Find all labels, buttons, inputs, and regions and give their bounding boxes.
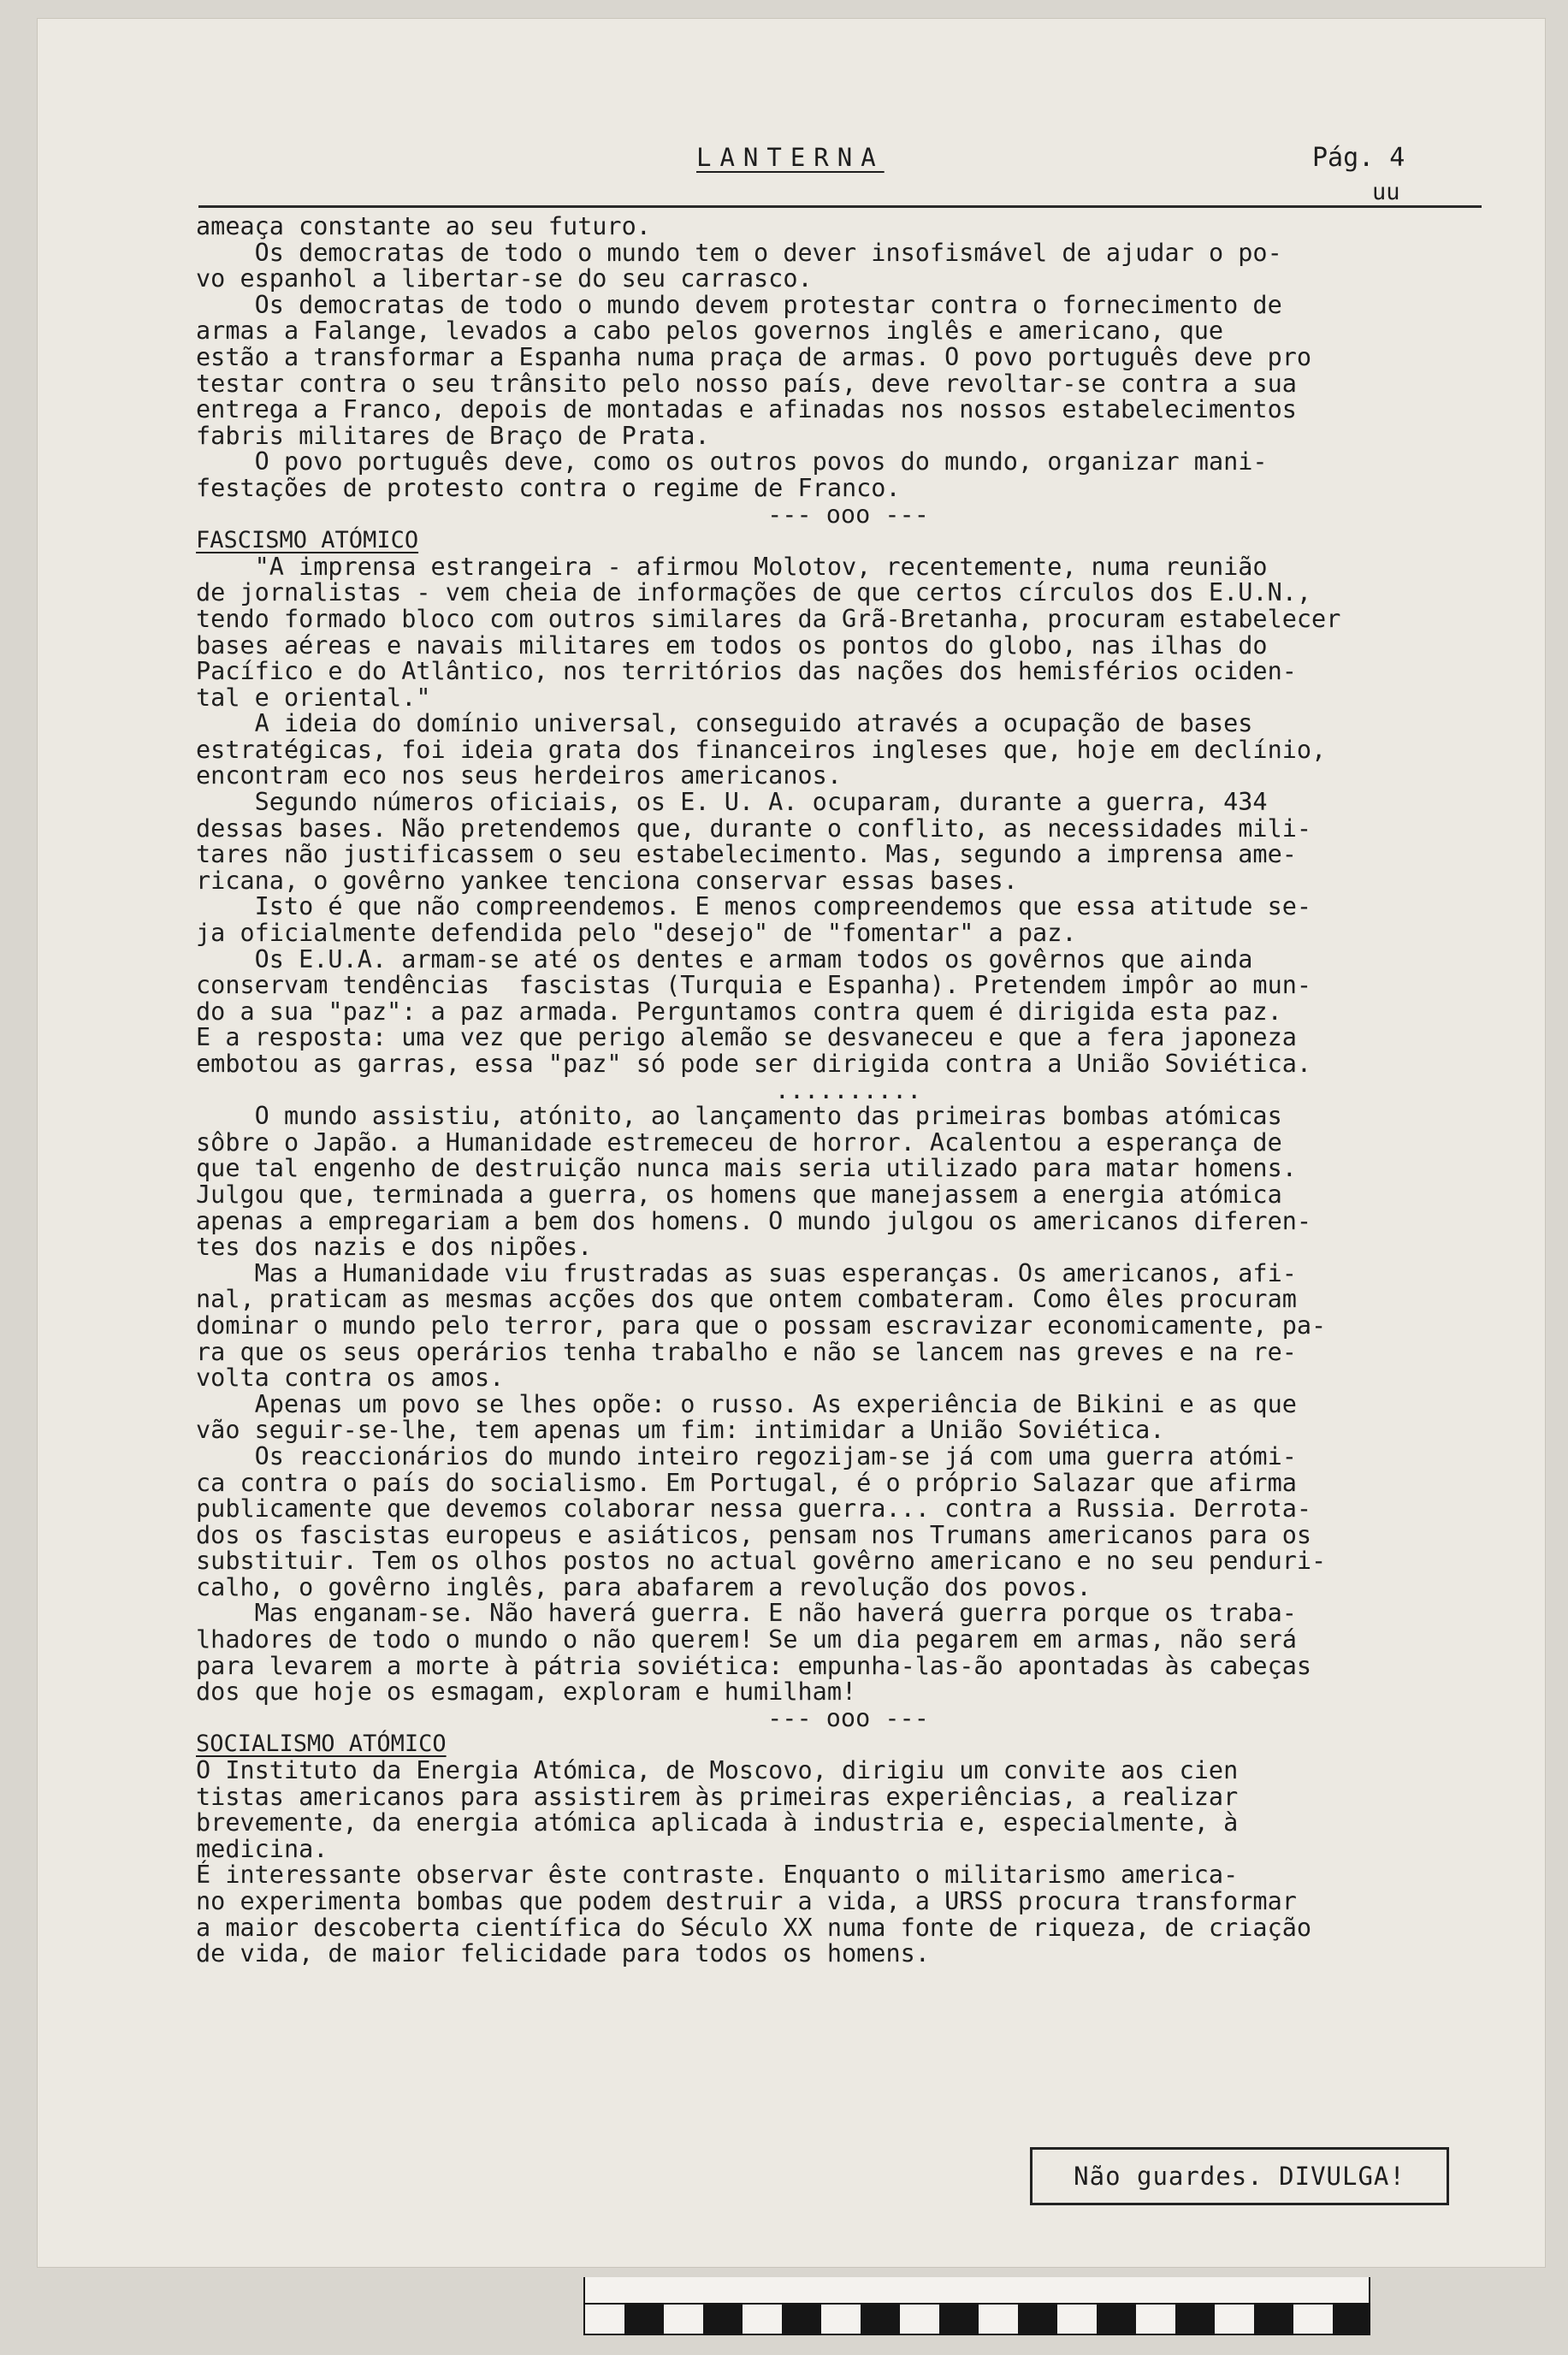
text-line: Mas enganam-se. Não haverá guerra. E não haverá guerra porque os traba-	[196, 1599, 1297, 1628]
text-line: festações de protesto contra o regime de Franco.	[196, 473, 901, 502]
text-line: medicina.	[196, 1834, 328, 1863]
text-line: tares não justificassem o seu estabelecimento. Mas, segundo a imprensa ame-	[196, 840, 1297, 869]
text-line: embotou as garras, essa "paz" só pode ser dirigida contra a União Soviética.	[196, 1050, 1312, 1078]
scale-ruler	[583, 2277, 1370, 2335]
text-line: de jornalistas - vem cheia de informações de que certos círculos dos E.U.N.,	[196, 578, 1312, 607]
text-line: de vida, de maior felicidade para todos os homens.	[196, 1939, 930, 1968]
text-line: ameaça constante ao seu futuro.	[196, 212, 651, 240]
text-line: tendo formado bloco com outros similares da Grã-Bretanha, procuram estabelecer	[196, 604, 1341, 633]
ruler-number-strip	[585, 2277, 1369, 2305]
text-line: Os reaccionários do mundo inteiro regozijam-se já com uma guerra atómi-	[196, 1441, 1297, 1470]
text-line: vo espanhol a libertar-se do seu carrasco.	[196, 264, 813, 293]
text-line: O mundo assistiu, atónito, ao lançamento das primeiras bombas atómicas	[196, 1102, 1282, 1131]
section-separator: --- ooo ---	[767, 500, 929, 529]
text-line: Isto é que não compreendemos. E menos compreendemos que essa atitude se-	[196, 892, 1312, 921]
text-line: conservam tendências fascistas (Turquia e Espanha). Pretendem impôr ao mun-	[196, 971, 1312, 1000]
text-line: ra que os seus operários tenha trabalho e não se lancem nas greves e na re-	[196, 1337, 1297, 1366]
text-line: ca contra o país do socialismo. Em Portugal, é o próprio Salazar que afirma	[196, 1468, 1297, 1497]
divulga-stamp: Não guardes. DIVULGA!	[1030, 2147, 1449, 2205]
text-line: vão seguir-se-lhe, tem apenas um fim: intimidar a União Soviética.	[196, 1416, 1165, 1445]
text-line: E a resposta: uma vez que perigo alemão se desvaneceu e que a fera japoneza	[196, 1023, 1297, 1052]
text-line: substituir. Tem os olhos postos no actual govêrno americano e no seu penduri-	[196, 1547, 1327, 1576]
text-line: tal e oriental."	[196, 683, 431, 712]
text-line: tes dos nazis e dos nipões.	[196, 1233, 593, 1262]
text-line: nal, praticam as mesmas acções dos que ontem combateram. Como êles procuram	[196, 1285, 1297, 1314]
text-line: volta contra os amos.	[196, 1364, 505, 1393]
text-line: É interessante observar êste contraste. Enquanto o militarismo america-	[196, 1861, 1239, 1890]
section-separator: --- ooo ---	[767, 1703, 929, 1732]
text-line: ricana, o govêrno yankee tenciona conservar essas bases.	[196, 866, 1018, 895]
text-line: estão a transformar a Espanha numa praça de armas. O povo português deve pro	[196, 342, 1312, 371]
page-number: Pág. 4	[1312, 143, 1405, 173]
text-line: entrega a Franco, depois de montadas e afinadas nos nossos estabelecimentos	[196, 395, 1297, 424]
text-line: dominar o mundo pelo terror, para que o possam escravizar economicamente, pa-	[196, 1311, 1327, 1340]
text-line: Os E.U.A. armam-se até os dentes e armam todos os govêrnos que ainda	[196, 944, 1253, 973]
text-line: dessas bases. Não pretendemos que, durante o conflito, as necessidades mili-	[196, 814, 1312, 843]
text-line: calho, o govêrno inglês, para abafarem a revolução dos povos.	[196, 1572, 1092, 1601]
text-line: encontram eco nos seus herdeiros americanos.	[196, 761, 842, 790]
text-line: brevemente, da energia atómica aplicada à industria e, especialmente, à	[196, 1808, 1239, 1837]
text-line: lhadores de todo o mundo o não querem! Se um dia pegarem em armas, não será	[196, 1625, 1297, 1654]
text-line: fabris militares de Braço de Prata.	[196, 421, 710, 450]
intro-block	[196, 214, 1500, 1967]
text-line: dos que hoje os esmagam, exploram e humilham!	[196, 1677, 857, 1707]
section-heading-fascismo: FASCISMO ATÓMICO	[196, 527, 419, 554]
text-line: publicamente que devemos colaborar nessa guerra... contra a Russia. Derrota-	[196, 1494, 1312, 1524]
section-heading-socialismo: SOCIALISMO ATÓMICO	[196, 1731, 447, 1758]
text-line: O povo português deve, como os outros povos do mundo, organizar mani-	[196, 447, 1268, 476]
masthead-title: LANTERNA	[696, 143, 885, 172]
text-line: testar contra o seu trânsito pelo nosso país, deve revoltar-se contra a sua	[196, 369, 1297, 398]
text-line: Mas a Humanidade viu frustradas as suas esperanças. Os americanos, afi-	[196, 1258, 1297, 1287]
text-line: "A imprensa estrangeira - afirmou Molotov, recentemente, numa reunião	[196, 552, 1268, 581]
text-line: no experimenta bombas que podem destruir a vida, a URSS procura transformar	[196, 1887, 1297, 1915]
text-line: armas a Falange, levados a cabo pelos governos inglês e americano, que	[196, 317, 1224, 346]
page-header	[38, 143, 1545, 205]
text-line: Apenas um povo se lhes opõe: o russo. As experiência de Bikini e as que	[196, 1389, 1297, 1418]
text-line: para levarem a morte à pátria soviética: empunha-las-ão apontadas às cabeças	[196, 1651, 1312, 1680]
text-line: sôbre o Japão. a Humanidade estremeceu de horror. Acalentou a esperança de	[196, 1127, 1282, 1157]
text-line: Os democratas de todo o mundo devem protestar contra o fornecimento de	[196, 290, 1282, 319]
text-line: A ideia do domínio universal, conseguido através a ocupação de bases	[196, 709, 1253, 738]
text-line: O Instituto da Energia Atómica, de Moscovo, dirigiu um convite aos cien	[196, 1756, 1239, 1785]
text-line: Pacífico e do Atlântico, nos territórios das nações dos hemisférios ociden-	[196, 657, 1297, 686]
text-line: dos os fascistas europeus e asiáticos, pensam nos Trumans americanos para os	[196, 1520, 1312, 1549]
text-line: estratégicas, foi ideia grata dos financeiros ingleses que, hoje em declínio,	[196, 735, 1327, 764]
text-line: apenas a empregariam a bem dos homens. O mundo julgou os americanos diferen-	[196, 1206, 1312, 1235]
text-line: Os democratas de todo o mundo tem o dever insofismável de ajudar o po-	[196, 238, 1282, 267]
text-line: Julgou que, terminada a guerra, os homens que manejassem a energia atómica	[196, 1180, 1282, 1209]
header-rule	[198, 205, 1482, 208]
text-line: bases aéreas e navais militares em todos os pontos do globo, nas ilhas do	[196, 630, 1268, 660]
text-line: tistas americanos para assistirem às primeiras experiências, a realizar	[196, 1782, 1239, 1811]
page-code: uu	[1372, 179, 1400, 205]
text-line: a maior descoberta científica do Século XX numa fonte de riqueza, de criação	[196, 1913, 1312, 1942]
text-line: do a sua "paz": a paz armada. Perguntamos contra quem é dirigida esta paz.	[196, 997, 1282, 1026]
text-line: ja oficialmente defendida pelo "desejo" de "fomentar" a paz.	[196, 919, 1077, 948]
dotted-separator: ..........	[774, 1075, 922, 1104]
text-line: que tal engenho de destruição nunca mais seria utilizado para matar homens.	[196, 1154, 1297, 1183]
text-line: Segundo números oficiais, os E. U. A. ocuparam, durante a guerra, 434	[196, 788, 1268, 817]
document-page	[38, 19, 1545, 2267]
